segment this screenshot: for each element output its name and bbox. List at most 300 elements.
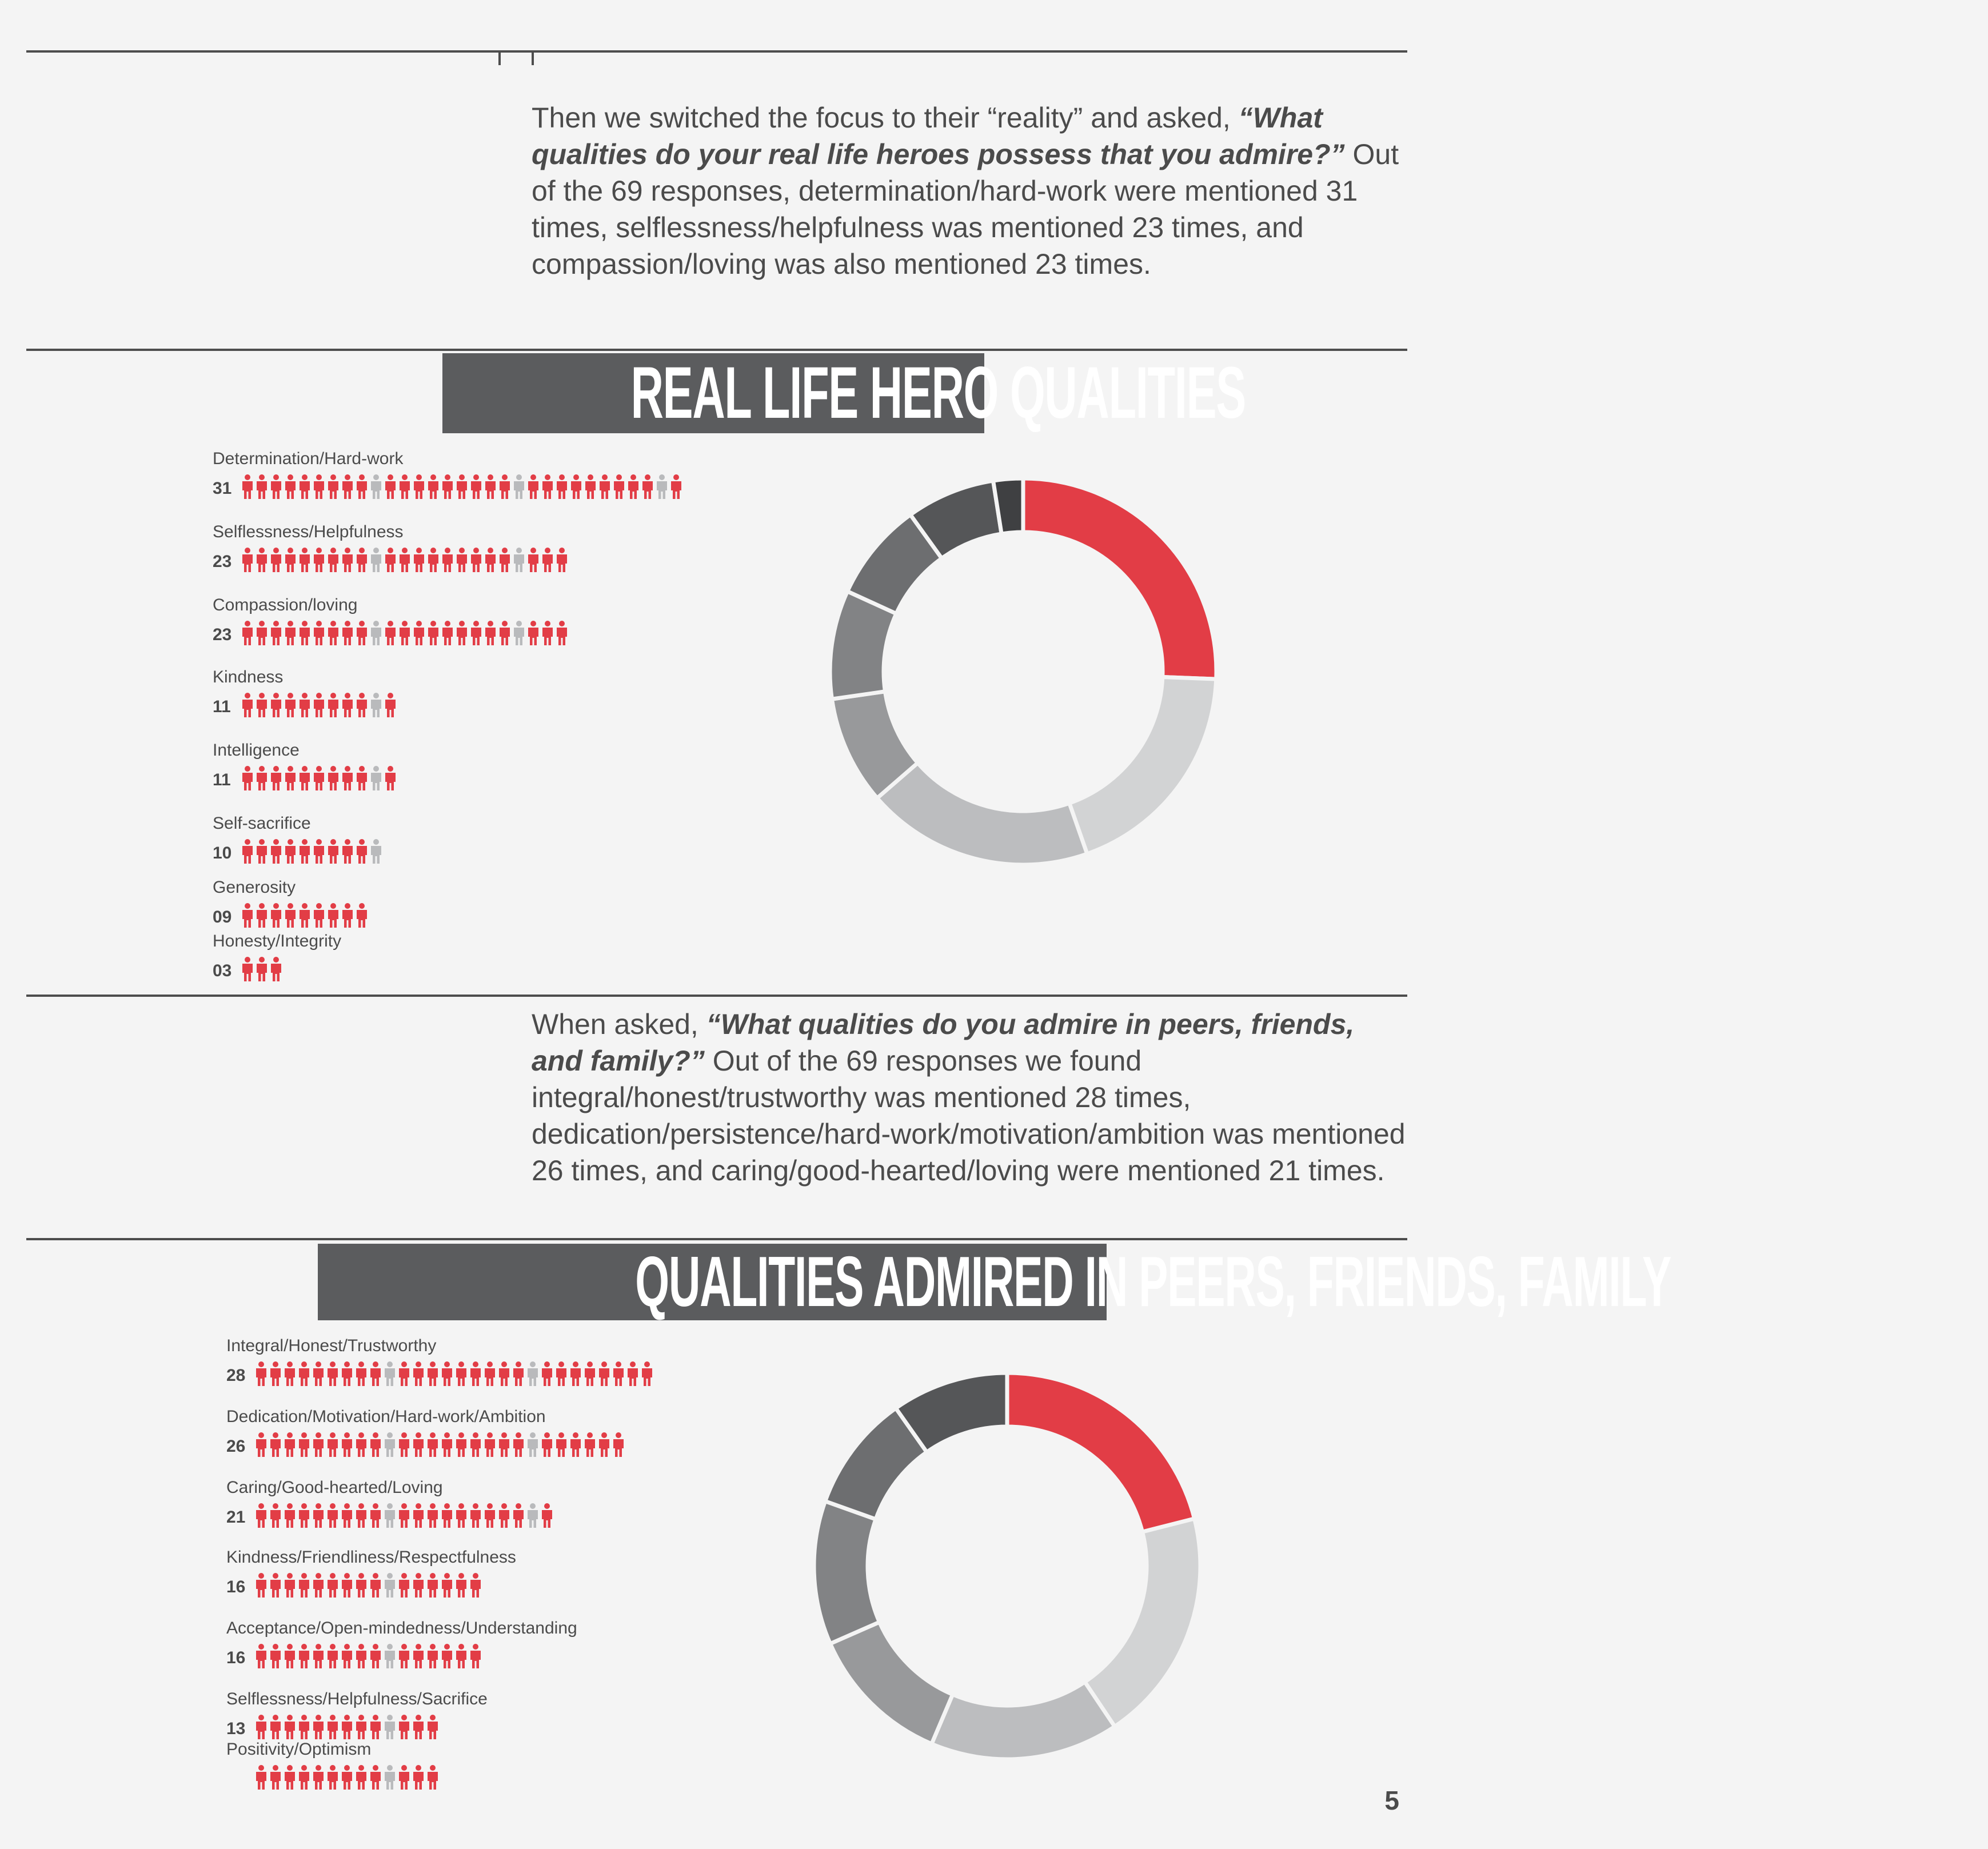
person-icon: [370, 474, 382, 500]
person-icon: [298, 1644, 310, 1669]
category-label: Honesty/Integrity: [213, 932, 342, 951]
person-icon: [341, 1503, 353, 1528]
person-icon: [470, 548, 482, 573]
person-icon: [498, 1432, 510, 1457]
person-icon: [555, 1432, 568, 1457]
person-icon: [498, 548, 511, 573]
person-icon: [284, 1644, 296, 1669]
count-label: 23: [213, 625, 232, 644]
person-icon: [384, 1715, 396, 1740]
top-rule: [26, 50, 1407, 53]
person-icon: [470, 621, 482, 646]
person-icon: [412, 1644, 425, 1669]
person-icon: [241, 766, 254, 791]
person-icon: [555, 1361, 568, 1387]
person-icon: [527, 548, 540, 573]
person-icon: [327, 474, 340, 500]
person-icon: [541, 474, 554, 500]
category-label: Kindness: [213, 668, 284, 686]
donut-slice: [848, 515, 942, 614]
person-icon: [341, 1715, 353, 1740]
person-icon: [513, 621, 525, 646]
person-icon: [341, 1765, 353, 1790]
person-icon: [356, 693, 368, 718]
person-icon: [398, 1361, 410, 1387]
person-icon: [327, 839, 340, 864]
category-label: Compassion/loving: [213, 596, 358, 614]
person-icon: [355, 1573, 368, 1598]
person-icon: [341, 1573, 353, 1598]
person-icon: [613, 474, 625, 500]
person-icon: [612, 1432, 625, 1457]
person-icon: [398, 621, 411, 646]
person-icon: [412, 1503, 425, 1528]
donut-slice: [877, 763, 1087, 865]
count-label: 16: [226, 1578, 246, 1596]
top-rule-tick: [498, 51, 501, 65]
person-icon: [541, 1432, 553, 1457]
second-intro-question: “What qualities do you admire in peers, friends, and family?”: [532, 1008, 1355, 1077]
count-label: 03: [213, 961, 232, 980]
count-label: 26: [226, 1437, 246, 1456]
donut-slice: [1007, 1373, 1195, 1532]
person-icon: [456, 474, 468, 500]
person-icon: [312, 1715, 325, 1740]
donut-slice: [825, 1408, 927, 1519]
person-icon: [284, 1361, 296, 1387]
person-icon: [270, 621, 282, 646]
person-icon: [269, 1765, 282, 1790]
person-icon: [356, 548, 368, 573]
person-icon: [341, 474, 354, 500]
person-icon: [441, 474, 454, 500]
person-icon: [513, 474, 525, 500]
person-icon: [284, 1573, 296, 1598]
page-number: 5: [1384, 1786, 1399, 1815]
section-rule-1: [26, 349, 1407, 351]
person-icon: [269, 1432, 282, 1457]
person-icon: [456, 621, 468, 646]
person-icon: [256, 693, 268, 718]
person-icon: [256, 548, 268, 573]
person-icon: [455, 1573, 468, 1598]
person-icon: [426, 1715, 439, 1740]
person-icon: [626, 1361, 639, 1387]
person-icon: [313, 903, 325, 928]
person-icon: [484, 474, 497, 500]
person-icon: [312, 1644, 325, 1669]
person-icon: [356, 839, 368, 864]
intro-text-1: Then we switched the focus to their “reality” and asked,: [532, 102, 1239, 134]
person-icon: [413, 474, 425, 500]
person-icon: [469, 1361, 482, 1387]
person-icon: [469, 1432, 482, 1457]
person-icon: [484, 1503, 496, 1528]
person-icon: [298, 839, 311, 864]
person-icon: [313, 693, 325, 718]
person-icon: [341, 766, 354, 791]
person-icon: [312, 1361, 325, 1387]
person-icon: [455, 1503, 468, 1528]
person-icon: [355, 1361, 368, 1387]
person-icon: [427, 621, 440, 646]
donut-slice: [830, 1622, 952, 1744]
section-rule-2: [26, 995, 1407, 997]
banner-qualities-admired: [318, 1243, 1671, 1321]
person-icon: [469, 1573, 482, 1598]
person-icon: [398, 1503, 410, 1528]
person-icon: [341, 693, 354, 718]
person-icon: [398, 1644, 410, 1669]
person-icon: [641, 1361, 653, 1387]
person-icon: [412, 1765, 425, 1790]
person-icon: [298, 1765, 310, 1790]
count-label: 31: [213, 479, 232, 498]
person-icon: [512, 1503, 525, 1528]
person-icon: [369, 1715, 382, 1740]
person-icon: [455, 1644, 468, 1669]
person-icon: [398, 548, 411, 573]
person-icon: [384, 621, 397, 646]
person-icon: [498, 474, 511, 500]
person-icon: [270, 548, 282, 573]
person-icon: [298, 766, 311, 791]
person-icon: [370, 693, 382, 718]
person-icon: [355, 1765, 368, 1790]
person-icon: [341, 1432, 353, 1457]
person-icon: [469, 1644, 482, 1669]
person-icon: [256, 957, 268, 982]
category-label: Caring/Good-hearted/Loving: [226, 1478, 443, 1497]
person-icon: [256, 621, 268, 646]
person-icon: [541, 1503, 553, 1528]
person-icon: [341, 621, 354, 646]
person-icon: [569, 1432, 582, 1457]
person-icon: [298, 693, 311, 718]
person-icon: [341, 839, 354, 864]
person-icon: [255, 1765, 268, 1790]
person-icon: [369, 1432, 382, 1457]
person-icon: [270, 766, 282, 791]
person-icon: [269, 1503, 282, 1528]
person-icon: [255, 1503, 268, 1528]
person-icon: [513, 548, 525, 573]
person-icon: [556, 548, 568, 573]
person-icon: [398, 1573, 410, 1598]
person-icon: [484, 1361, 496, 1387]
person-icon: [527, 621, 540, 646]
person-icon: [584, 474, 597, 500]
person-icon: [441, 548, 454, 573]
person-icon: [298, 474, 311, 500]
person-icon: [255, 1573, 268, 1598]
person-icon: [326, 1573, 339, 1598]
person-icon: [598, 474, 611, 500]
count-label: 13: [226, 1719, 246, 1738]
person-icon: [527, 474, 540, 500]
donut-slice: [830, 592, 896, 700]
person-icon: [326, 1765, 339, 1790]
person-icon: [298, 1432, 310, 1457]
person-icon: [426, 1644, 439, 1669]
second-intro-text-2: Out of the 69 responses we found integral/honest/trustworthy was mentioned 28 times, dedication/persistence/hard-work/motivation/ambition was mentioned 26 times, and caring/good-hearted/loving were mentioned 21 times.: [532, 1045, 1406, 1187]
person-icon: [398, 474, 411, 500]
person-icon: [426, 1432, 439, 1457]
person-icon: [370, 766, 382, 791]
person-icon: [284, 474, 297, 500]
person-icon: [255, 1432, 268, 1457]
person-icon: [384, 474, 397, 500]
person-icon: [441, 621, 454, 646]
person-icon: [241, 839, 254, 864]
person-icon: [313, 548, 325, 573]
person-icon: [284, 1715, 296, 1740]
count-label: 11: [213, 697, 231, 716]
count-label: 21: [226, 1508, 246, 1527]
banner-real-life-hero-qualities: [442, 352, 1246, 434]
person-icon: [284, 1503, 296, 1528]
person-icon: [584, 1361, 596, 1387]
person-icon: [641, 474, 654, 500]
person-icon: [484, 1432, 496, 1457]
person-icon: [398, 1432, 410, 1457]
person-icon: [312, 1765, 325, 1790]
person-icon: [412, 1715, 425, 1740]
section-rule-3: [26, 1238, 1407, 1240]
person-icon: [412, 1432, 425, 1457]
person-icon: [241, 548, 254, 573]
second-intro-paragraph: [532, 1006, 1406, 1189]
banner-1-text: REAL LIFE HERO QUALITIES: [630, 352, 1246, 434]
category-label: Kindness/Friendliness/Respectfulness: [226, 1548, 516, 1567]
person-icon: [598, 1432, 610, 1457]
person-icon: [284, 1432, 296, 1457]
person-icon: [426, 1503, 439, 1528]
person-icon: [326, 1503, 339, 1528]
person-icon: [298, 1573, 310, 1598]
donut-slice: [993, 478, 1023, 534]
person-icon: [541, 548, 554, 573]
donut-slice: [911, 481, 1001, 558]
donut-slice: [1085, 1519, 1200, 1727]
person-icon: [598, 1361, 610, 1387]
person-icon: [670, 474, 682, 500]
donut-slice: [896, 1373, 1007, 1452]
category-label: Dedication/Motivation/Hard-work/Ambition: [226, 1407, 546, 1426]
person-icon: [413, 621, 425, 646]
person-icon: [484, 621, 497, 646]
person-icon: [398, 1765, 410, 1790]
person-icon: [526, 1432, 539, 1457]
second-intro-text-1: When asked,: [532, 1008, 706, 1040]
person-icon: [298, 621, 311, 646]
person-icon: [384, 1644, 396, 1669]
person-icon: [469, 1503, 482, 1528]
person-icon: [269, 1715, 282, 1740]
person-icon: [241, 693, 254, 718]
person-icon: [369, 1644, 382, 1669]
person-icon: [426, 1573, 439, 1598]
person-icon: [355, 1644, 368, 1669]
person-icon: [455, 1432, 468, 1457]
person-icon: [426, 1361, 439, 1387]
person-icon: [384, 693, 397, 718]
person-icon: [498, 1503, 510, 1528]
person-icon: [255, 1644, 268, 1669]
person-icon: [326, 1644, 339, 1669]
person-icon: [270, 957, 282, 982]
person-icon: [326, 1361, 339, 1387]
person-icon: [313, 766, 325, 791]
person-icon: [270, 839, 282, 864]
person-icon: [269, 1573, 282, 1598]
person-icon: [256, 474, 268, 500]
person-icon: [470, 474, 482, 500]
person-icon: [255, 1361, 268, 1387]
count-label: 16: [226, 1648, 246, 1667]
person-icon: [255, 1715, 268, 1740]
person-icon: [369, 1503, 382, 1528]
category-label: Positivity/Optimism: [226, 1740, 372, 1759]
person-icon: [241, 957, 254, 982]
person-icon: [327, 693, 340, 718]
person-icon: [312, 1503, 325, 1528]
category-label: Acceptance/Open-mindedness/Understanding: [226, 1619, 577, 1638]
person-icon: [241, 903, 254, 928]
person-icon: [270, 474, 282, 500]
person-icon: [284, 548, 297, 573]
person-icon: [298, 548, 311, 573]
category-label: Intelligence: [213, 741, 300, 760]
person-icon: [541, 621, 554, 646]
person-icon: [569, 1361, 582, 1387]
person-icon: [241, 621, 254, 646]
person-icon: [412, 1361, 425, 1387]
person-icon: [441, 1573, 453, 1598]
person-icon: [370, 839, 382, 864]
person-icon: [627, 474, 640, 500]
person-icon: [427, 474, 440, 500]
category-label: Generosity: [213, 878, 296, 897]
person-icon: [313, 839, 325, 864]
person-icon: [526, 1503, 539, 1528]
person-icon: [284, 903, 297, 928]
category-label: Selflessness/Helpfulness/Sacrifice: [226, 1690, 488, 1708]
person-icon: [398, 1715, 410, 1740]
person-icon: [556, 621, 568, 646]
person-icon: [284, 766, 297, 791]
person-icon: [656, 474, 668, 500]
person-icon: [484, 548, 497, 573]
person-icon: [441, 1361, 453, 1387]
person-icon: [541, 1361, 553, 1387]
person-icon: [441, 1644, 453, 1669]
intro-text-2: Out of the 69 responses, determination/hard-work were mentioned 31 times, selflessness/helpfulness was mentioned 23 times, and compassion/loving was also mentioned 23 times.: [532, 138, 1399, 280]
person-icon: [313, 474, 325, 500]
count-label: 09: [213, 908, 232, 927]
person-icon: [341, 903, 354, 928]
person-icon: [341, 1361, 353, 1387]
category-label: Self-sacrifice: [213, 814, 311, 833]
person-icon: [256, 766, 268, 791]
person-icon: [526, 1361, 539, 1387]
person-icon: [269, 1644, 282, 1669]
count-label: 28: [226, 1366, 246, 1385]
person-icon: [556, 474, 568, 500]
person-icon: [512, 1361, 525, 1387]
person-icon: [612, 1361, 625, 1387]
donut-slice: [932, 1682, 1115, 1759]
person-icon: [356, 903, 368, 928]
intro-question: “What qualities do your real life heroes possess that you admire?”: [532, 102, 1345, 170]
person-icon: [426, 1765, 439, 1790]
person-icon: [241, 474, 254, 500]
person-icon: [384, 1573, 396, 1598]
person-icon: [369, 1573, 382, 1598]
person-icon: [256, 903, 268, 928]
person-icon: [284, 1765, 296, 1790]
person-icon: [369, 1361, 382, 1387]
person-icon: [498, 621, 511, 646]
person-icon: [327, 766, 340, 791]
person-icon: [413, 548, 425, 573]
person-icon: [341, 1644, 353, 1669]
person-icon: [284, 839, 297, 864]
person-icon: [355, 1432, 368, 1457]
person-icon: [441, 1432, 453, 1457]
banner-2-text: QUALITIES ADMIRED IN PEERS, FRIENDS, FAMILY: [635, 1243, 1671, 1321]
category-label: Integral/Honest/Trustworthy: [226, 1336, 437, 1355]
category-label: Selflessness/Helpfulness: [213, 522, 404, 541]
person-icon: [584, 1432, 596, 1457]
donut-slice: [814, 1501, 880, 1643]
person-icon: [384, 766, 397, 791]
person-icon: [456, 548, 468, 573]
person-icon: [356, 766, 368, 791]
category-label: Determination/Hard-work: [213, 449, 404, 468]
person-icon: [327, 548, 340, 573]
person-icon: [512, 1432, 525, 1457]
person-icon: [355, 1715, 368, 1740]
count-label: 23: [213, 552, 232, 571]
person-icon: [312, 1432, 325, 1457]
top-rule-tick: [532, 51, 534, 65]
person-icon: [384, 1503, 396, 1528]
person-icon: [326, 1715, 339, 1740]
person-icon: [384, 548, 397, 573]
person-icon: [427, 548, 440, 573]
intro-paragraph: [532, 99, 1406, 282]
person-icon: [326, 1432, 339, 1457]
count-label: 11: [213, 770, 231, 789]
donut-slice: [832, 692, 917, 798]
count-label: 10: [213, 844, 232, 862]
person-icon: [370, 621, 382, 646]
person-icon: [269, 1361, 282, 1387]
person-icon: [384, 1361, 396, 1387]
person-icon: [270, 903, 282, 928]
person-icon: [356, 474, 368, 500]
donut-slice: [1069, 677, 1216, 854]
person-icon: [355, 1503, 368, 1528]
person-icon: [441, 1503, 453, 1528]
person-icon: [341, 548, 354, 573]
person-icon: [298, 1715, 310, 1740]
person-icon: [370, 548, 382, 573]
person-icon: [384, 1432, 396, 1457]
person-icon: [384, 1765, 396, 1790]
person-icon: [327, 903, 340, 928]
